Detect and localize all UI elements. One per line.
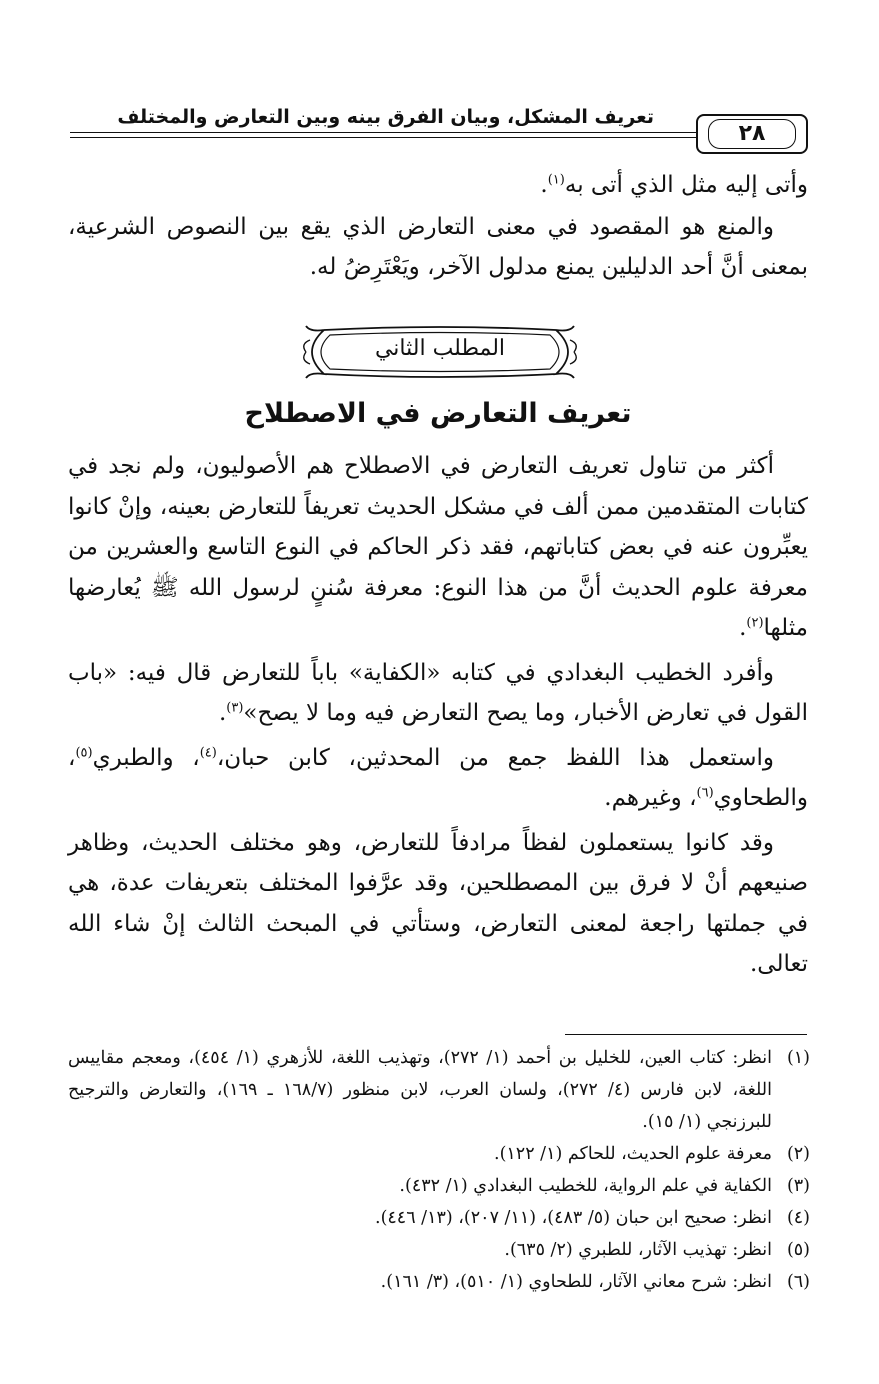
paragraph-b [68,653,808,734]
paragraph-a [68,446,808,649]
main-text [68,446,808,989]
footnote-text: انظر: شرح معاني الآثار، للطحاوي (١/ ٥١٠)، (٣/ ١٦١). [380,1272,772,1292]
footnote-item [68,1202,810,1234]
footnote-number: (٥) [786,1240,810,1260]
footnote-text: الكفاية في علم الرواية، للخطيب البغدادي (١/ ٤٣٢). [399,1176,772,1196]
paragraph-b-end: . [218,700,227,726]
page-number: ٢٨ [738,121,766,146]
footnote-ref-1: (١) [547,172,565,188]
footnote-text: انظر: كتاب العين، للخليل بن أحمد (١/ ٢٧٢)، وتهذيب اللغة، للأزهري (١/ ٤٥٤)، ومعجم مقاييس اللغة، لابن فارس (٤/ ٢٧٢)، ولسان العرب، لابن منظور (١٦٨/٧ ـ ١٦٩)، والتعارض والترجيح للبرزنجي (١/ ١٥). [68,1048,772,1132]
paragraph-c-text-2: ، والطبري [92,744,200,771]
footnote-item [68,1138,810,1170]
paragraph-c [68,738,808,819]
page-number-frame [696,114,808,154]
footnote-number: (٣) [786,1176,810,1196]
footnote-number: (٦) [786,1272,810,1292]
footnote-ref-2: (٢) [746,615,764,631]
footnote-ref-4: (٤) [199,744,217,760]
intro-text [68,165,808,289]
footnote-item [68,1234,810,1266]
paragraph-b-text: وأفرد الخطيب البغدادي في كتابه «الكفاية» باباً للتعارض قال فيه: «باب القول في تعارض الأخبار، وما يصح التعارض فيه وما لا يصح» [68,659,808,726]
section-title: تعريف التعارض في الاصطلاح [244,398,632,429]
intro-paragraph-1 [68,165,808,205]
footnote-item [68,1042,810,1138]
paragraph-a-end: . [739,615,747,641]
footnote-item [68,1170,810,1202]
footnote-text: معرفة علوم الحديث، للحاكم (١/ ١٢٢). [494,1144,772,1164]
footnote-number: (٢) [786,1144,810,1164]
footnote-ref-5: (٥) [75,744,93,760]
footnote-ref-6: (٦) [696,785,714,801]
paragraph-d: وقد كانوا يستعملون لفظاً مرادفاً للتعارض، وهو مختلف الحديث، وظاهر صنيعهم أنْ لا فرق بين المصطلحين، وقد عرَّفوا المختلف بتعريفات عدة، هي في جملتها راجعة لمعنى التعارض، وستأتي في المبحث الثالث إنْ شاء الله تعالى. [68,829,808,977]
section-ornament [296,322,584,382]
footnote-separator [565,1034,807,1035]
footnote-text: انظر: صحيح ابن حبان (٥/ ٤٨٣)، (١١/ ٢٠٧)، (١٣/ ٤٤٦). [375,1208,772,1228]
footnote-number: (٤) [786,1208,810,1228]
footnote-item [68,1266,810,1298]
intro-p1-text: وأتى إليه مثل الذي أتى به [564,172,808,198]
footnote-number: (١) [786,1048,810,1068]
paragraph-c-text-1: واستعمل هذا اللفظ جمع من المحدثين، كابن حبان، [216,744,774,771]
paragraph-a-text: أكثر من تناول تعريف التعارض في الاصطلاح هم الأصوليون، ولم نجد في كتابات المتقدمين ممن ألف في مشكل الحديث تعريفاً للتعارض بعينه، وإنْ كانوا يعبِّرون عنه في بعض كتاباتهم، فقد ذكر الحاكم في النوع التاسع والعشرين من معرفة علوم الحديث أنَّ من هذا النوع: معرفة سُننٍ لرسول الله ﷺ يُعارضها مثلها [68,453,808,641]
footnote-text: انظر: تهذيب الآثار، للطبري (٢/ ٦٣٥). [504,1240,772,1260]
intro-paragraph-2: والمنع هو المقصود في معنى التعارض الذي يقع بين النصوص الشرعية، بمعنى أنَّ أحد الدليلين يمنع مدلول الآخر، ويَعْتَرِضُ له. [68,214,808,280]
footnote-ref-3: (٣) [226,700,244,716]
paragraph-c-text-3: ، والطحاوي [68,744,808,811]
footnotes [68,1042,810,1298]
paragraph-c-text-4: ، وغيرهم. [604,785,697,811]
intro-p1-end: . [540,172,548,198]
section-ornament-label: المطلب الثاني [374,336,506,361]
running-title: تعريف المشكل، وبيان الفرق بينه وبين التعارض والمختلف [113,104,658,130]
running-header [70,104,808,156]
